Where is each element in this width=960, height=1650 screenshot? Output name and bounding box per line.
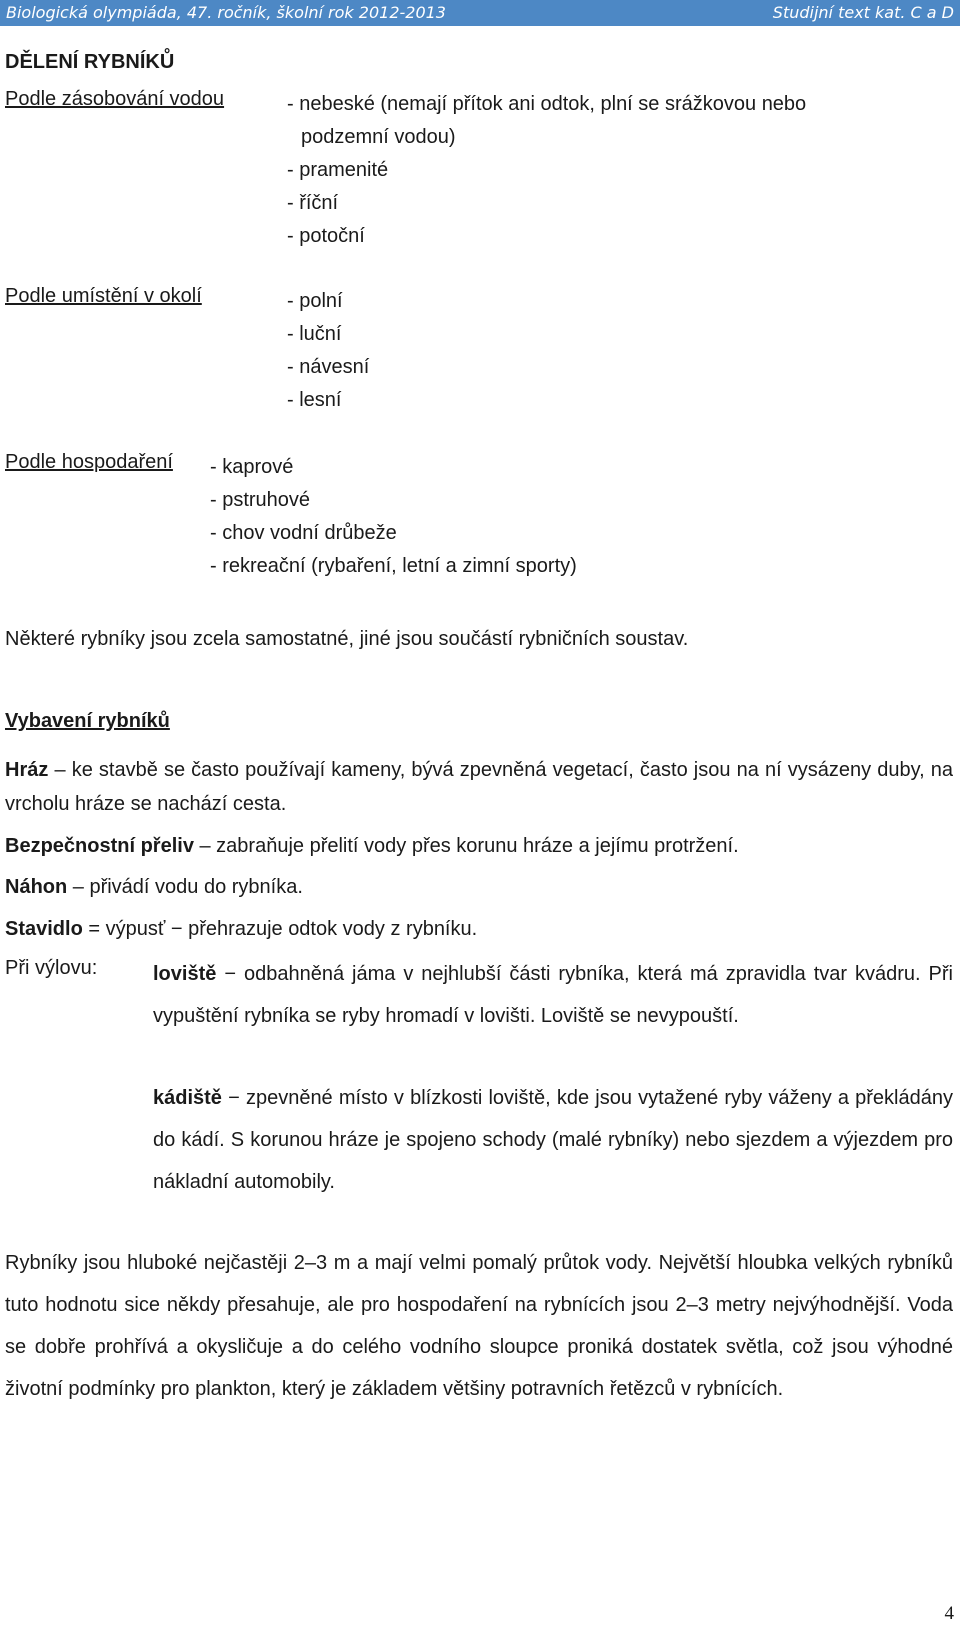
loviste-text: − odbahněná jáma v nejhlubší části rybníka, která má zpravidla tvar kvádru. Při vypuštění rybníka se ryby hromadí v lovišti. Loviště se nevypouští. [153,963,953,1027]
kadiste-term: kádiště [153,1087,222,1109]
list-item: - kaprové [210,456,294,478]
list-item: podzemní vodou) [301,126,456,148]
kadiste-text: − zpevněné místo v blízkosti loviště, kde jsou vytažené ryby váženy a překládány do kádí. S korunou hráze je spojeno schody (malé rybníky) nebo sjezdem a výjezdem pro nákladní automobily. [153,1087,953,1193]
list-item: - lesní [287,389,342,411]
stavidlo-text: = výpusť − přehrazuje odtok vody z rybníku. [82,918,478,940]
header-right-text: Studijní text kat. C a D [772,3,954,22]
list-item: - potoční [287,225,365,247]
nahon-term: Náhon [5,876,68,898]
category-items-location [287,285,369,417]
list-item: - pramenité [287,159,389,181]
category-label-supply: Podle zásobování vodou [5,88,225,110]
stavidlo-line [5,918,477,941]
prelive-term: Bezpečnostní přeliv [5,835,194,857]
loviste-term: loviště [153,963,217,985]
intro-sentence: Některé rybníky jsou zcela samostatné, jiné jsou součástí rybničních soustav. [5,628,689,650]
nahon-text: – přivádí vodu do rybníka. [67,876,303,898]
nahon-line [5,876,303,899]
vylov-label: Při výlovu: [5,957,98,979]
loviste-paragraph [153,953,953,1037]
category-label-location: Podle umístění v okolí [5,285,202,307]
list-item: - luční [287,323,342,345]
list-item: - rekreační (rybaření, letní a zimní sporty) [210,555,577,577]
hraz-text: – ke stavbě se často používají kameny, bývá zpevněná vegetací, často jsou na ní vysázeny duby, na vrcholu hráze se nachází cesta. [5,759,953,815]
equipment-heading: Vybavení rybníků [5,710,170,732]
list-item: - návesní [287,356,370,378]
stavidlo-term: Stavidlo [5,918,83,940]
category-items-management [210,451,577,583]
category-items-supply [287,88,806,253]
hraz-paragraph [5,753,953,821]
hraz-term: Hráz [5,759,49,781]
list-item: - nebeské (nemají přítok ani odtok, plní se srážkovou nebo [287,93,807,115]
list-item: - chov vodní drůbeže [210,522,397,544]
page-header [0,0,960,26]
list-item: - pstruhové [210,489,311,511]
prelive-line [5,835,739,858]
final-paragraph: Rybníky jsou hluboké nejčastěji 2–3 m a mají velmi pomalý průtok vody. Největší hloubka velkých rybníků tuto hodnotu sice někdy přesahuje, ale pro hospodaření na rybnících jsou 2–3 metry nejvýhodnější. Voda se dobře prohřívá a okysličuje a do celého vodního sloupce proniká dostatek světla, což jsou výhodné životní podmínky pro plankton, který je základem většiny potravních řetězců v rybnících. [5,1252,953,1400]
header-left-text: Biologická olympiáda, 47. ročník, školní rok 2012-2013 [6,3,446,22]
category-label-management: Podle hospodaření [5,451,173,473]
list-item: - říční [287,192,339,214]
list-item: - polní [287,290,343,312]
kadiste-paragraph [153,1077,953,1203]
section-title: DĚLENÍ RYBNÍKŮ [5,51,175,73]
page-number: 4 [944,1603,954,1624]
prelive-text: – zabraňuje přelití vody přes korunu hráze a jejímu protržení. [193,835,739,857]
